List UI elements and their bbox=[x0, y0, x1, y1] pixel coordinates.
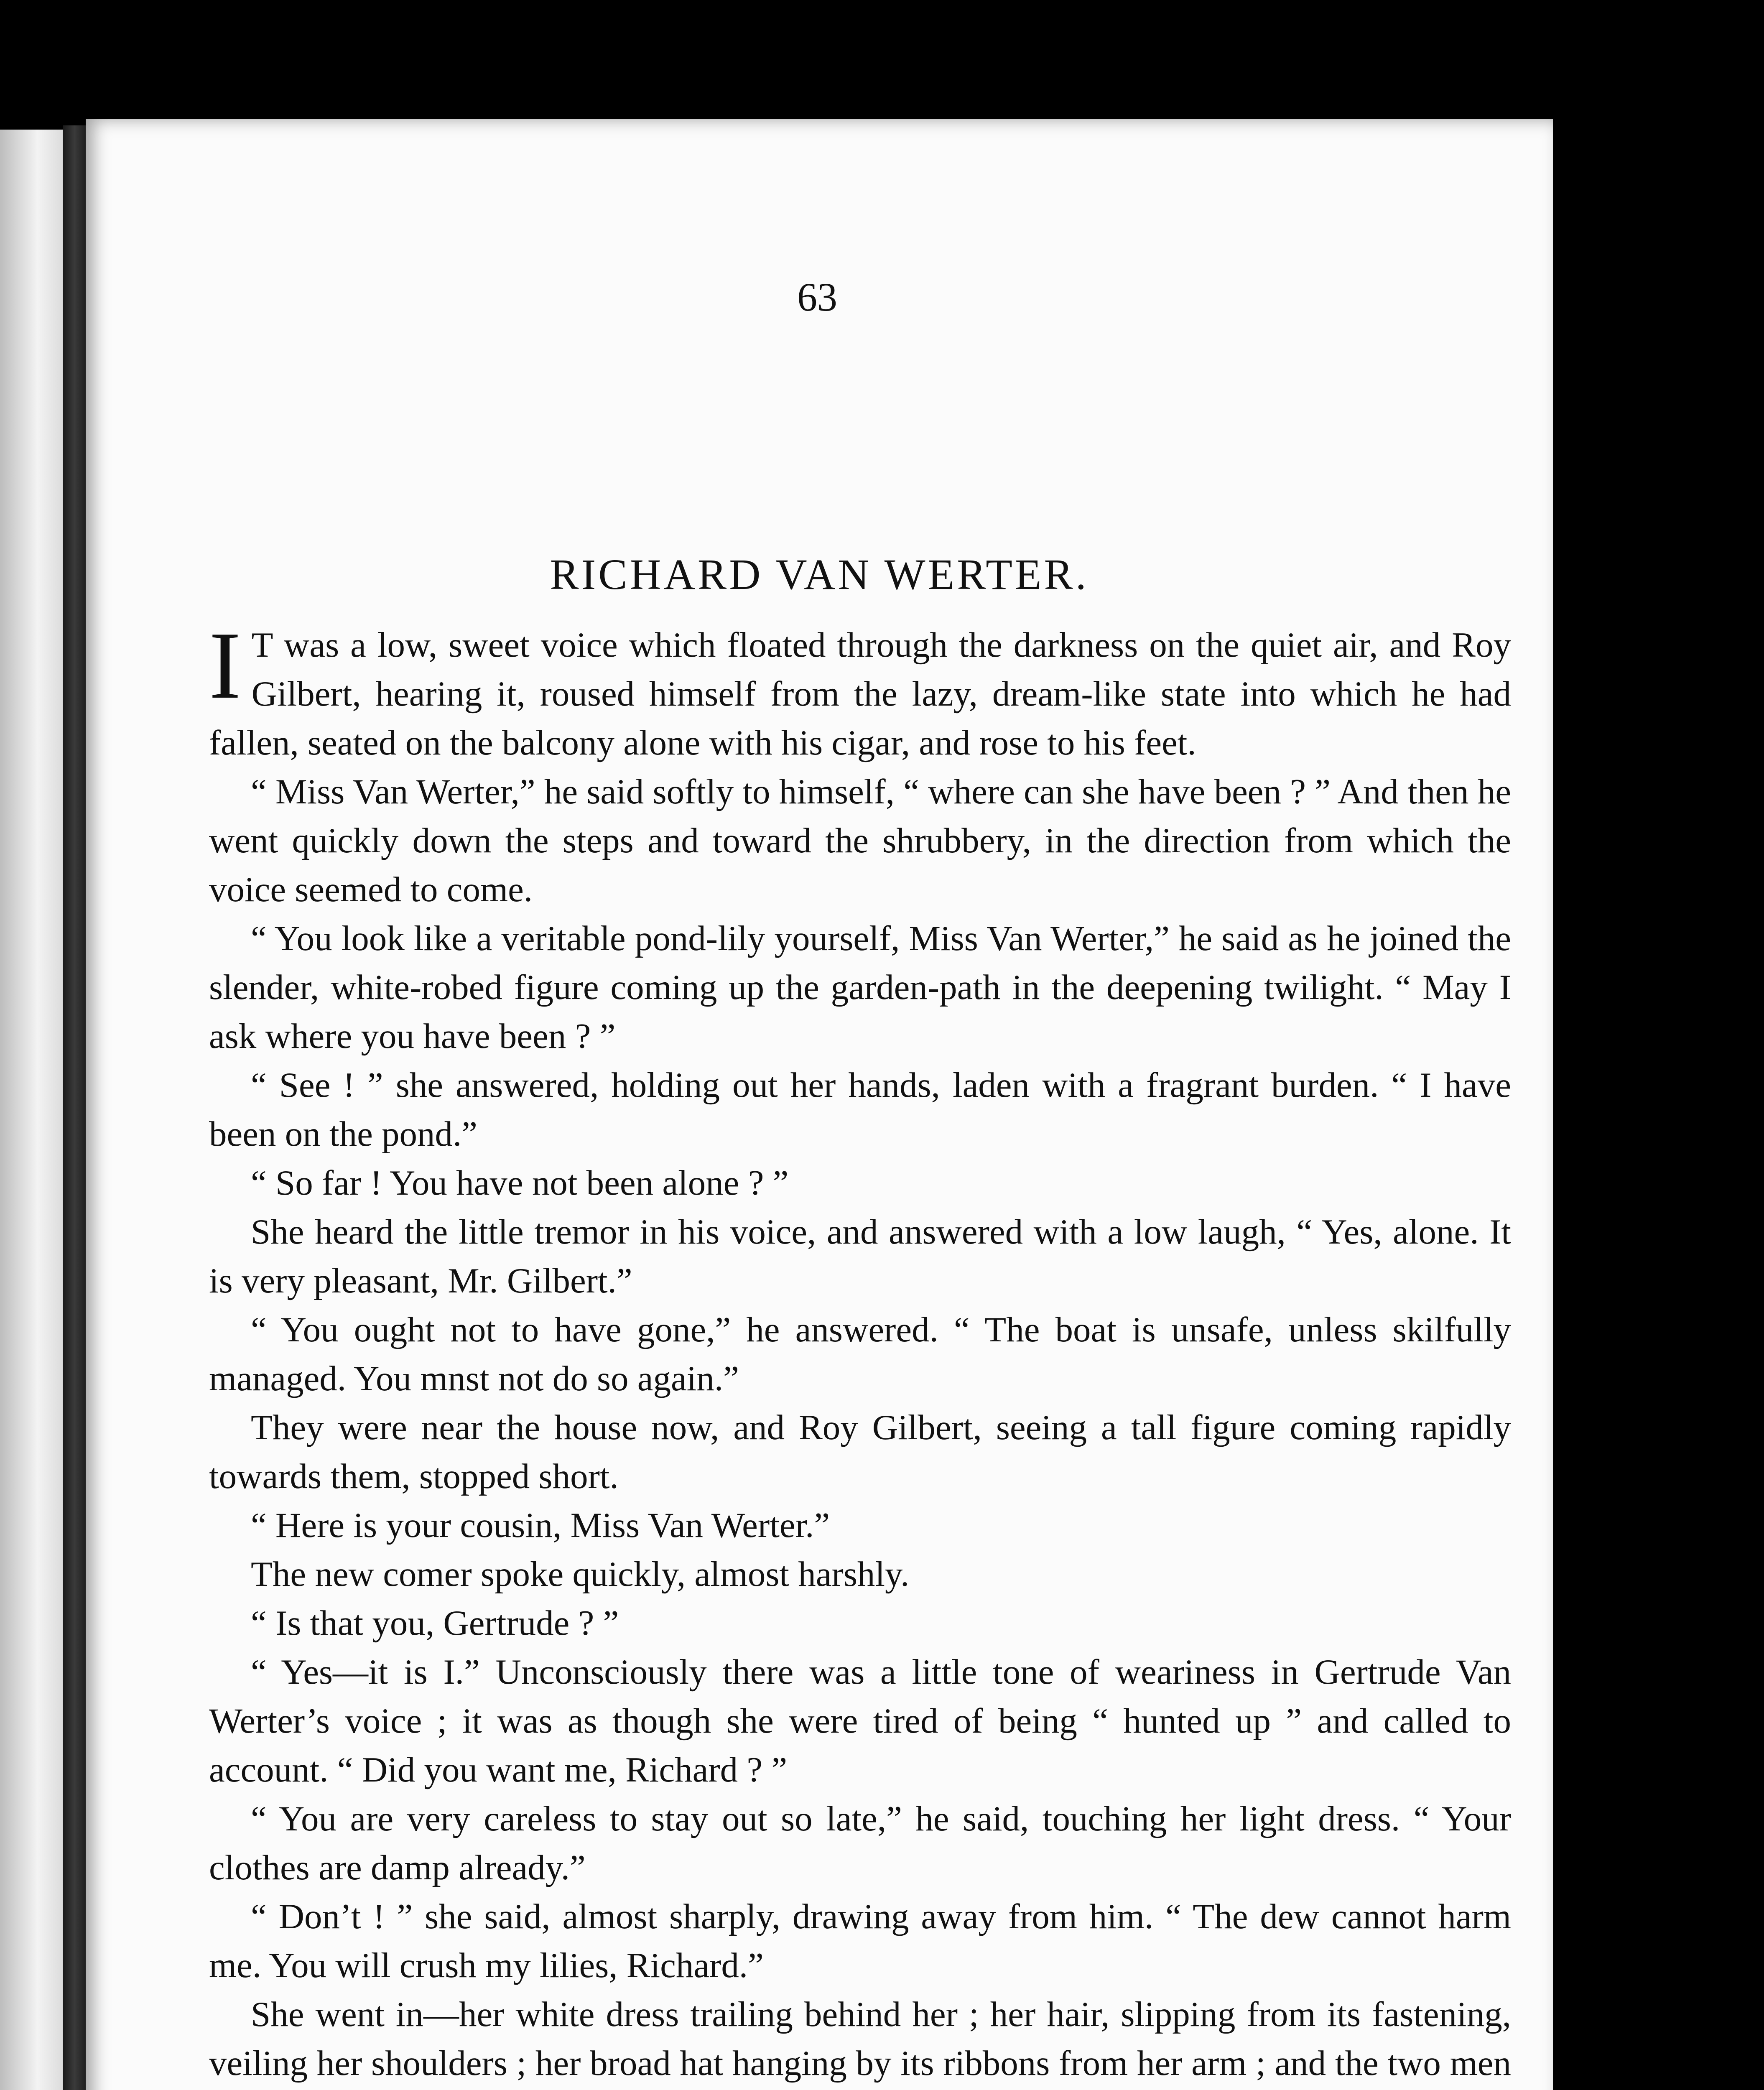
page-number: 63 bbox=[797, 275, 837, 319]
paragraph: “ Yes—it is I.” Unconsciously there was a little tone of weariness in Gertrude Van Werter’s voice ; it was as though she were tired of being “ hunted up ” and called to account. “ Did you want me, Richard ? ” bbox=[209, 1652, 1511, 1789]
facing-page-edge bbox=[0, 130, 63, 2090]
paragraph: “ So far ! You have not been alone ? ” bbox=[251, 1163, 789, 1203]
drop-cap: I bbox=[209, 612, 241, 719]
paragraph-text: T was a low, sweet voice which floated through the darkness on the quiet air, and Roy Gilbert, hearing it, roused himself from the lazy, dream-like state into which he had fallen, seated on the balcony alone with his cigar, and rose to his feet. bbox=[209, 625, 1511, 762]
paragraph: “ Here is your cousin, Miss Van Werter.” bbox=[251, 1506, 830, 1545]
paragraph: “ Miss Van Werter,” he said softly to himself, “ where can she have been ? ” And then he went quickly down the steps and toward the shrubbery, in the direction from which the voice seemed to come. bbox=[209, 772, 1511, 909]
paragraph: The new comer spoke quickly, almost harshly. bbox=[251, 1555, 910, 1594]
paragraph: “ See ! ” she answered, holding out her hands, laden with a fragrant burden. “ I have been on the pond.” bbox=[209, 1065, 1511, 1154]
paragraph: “ Don’t ! ” she said, almost sharply, drawing away from him. “ The dew cannot harm me. You will crush my lilies, Richard.” bbox=[209, 1897, 1511, 1985]
paragraph: “ Is that you, Gertrude ? ” bbox=[251, 1603, 619, 1643]
paragraph: She heard the little tremor in his voice, and answered with a low laugh, “ Yes, alone. It is very pleasant, Mr. Gilbert.” bbox=[209, 1212, 1511, 1300]
story-title: RICHARD VAN WERTER. bbox=[550, 551, 1089, 599]
paragraph bbox=[209, 612, 1511, 767]
story-body bbox=[209, 612, 1511, 2090]
paragraph: “ You look like a veritable pond-lily yourself, Miss Van Werter,” he said as he joined the slender, white-robed figure coming up the garden-path in the deepening twilight. “ May I ask where you have been ? ” bbox=[209, 919, 1511, 1056]
book-page bbox=[86, 119, 1553, 2090]
paragraph: She went in—her white dress trailing behind her ; her hair, slipping from its fastening, veiling her shoulders ; her broad hat hanging by its ribbons from her arm ; and the two men bbox=[209, 1995, 1511, 2083]
paragraph: “ You ought not to have gone,” he answered. “ The boat is unsafe, unless skilfully managed. You mnst not do so again.” bbox=[209, 1310, 1511, 1398]
paragraph: “ You are very careless to stay out so late,” he said, touching her light dress. “ Your clothes are damp already.” bbox=[209, 1799, 1511, 1887]
paragraph: They were near the house now, and Roy Gilbert, seeing a tall figure coming rapidly towards them, stopped short. bbox=[209, 1408, 1511, 1496]
